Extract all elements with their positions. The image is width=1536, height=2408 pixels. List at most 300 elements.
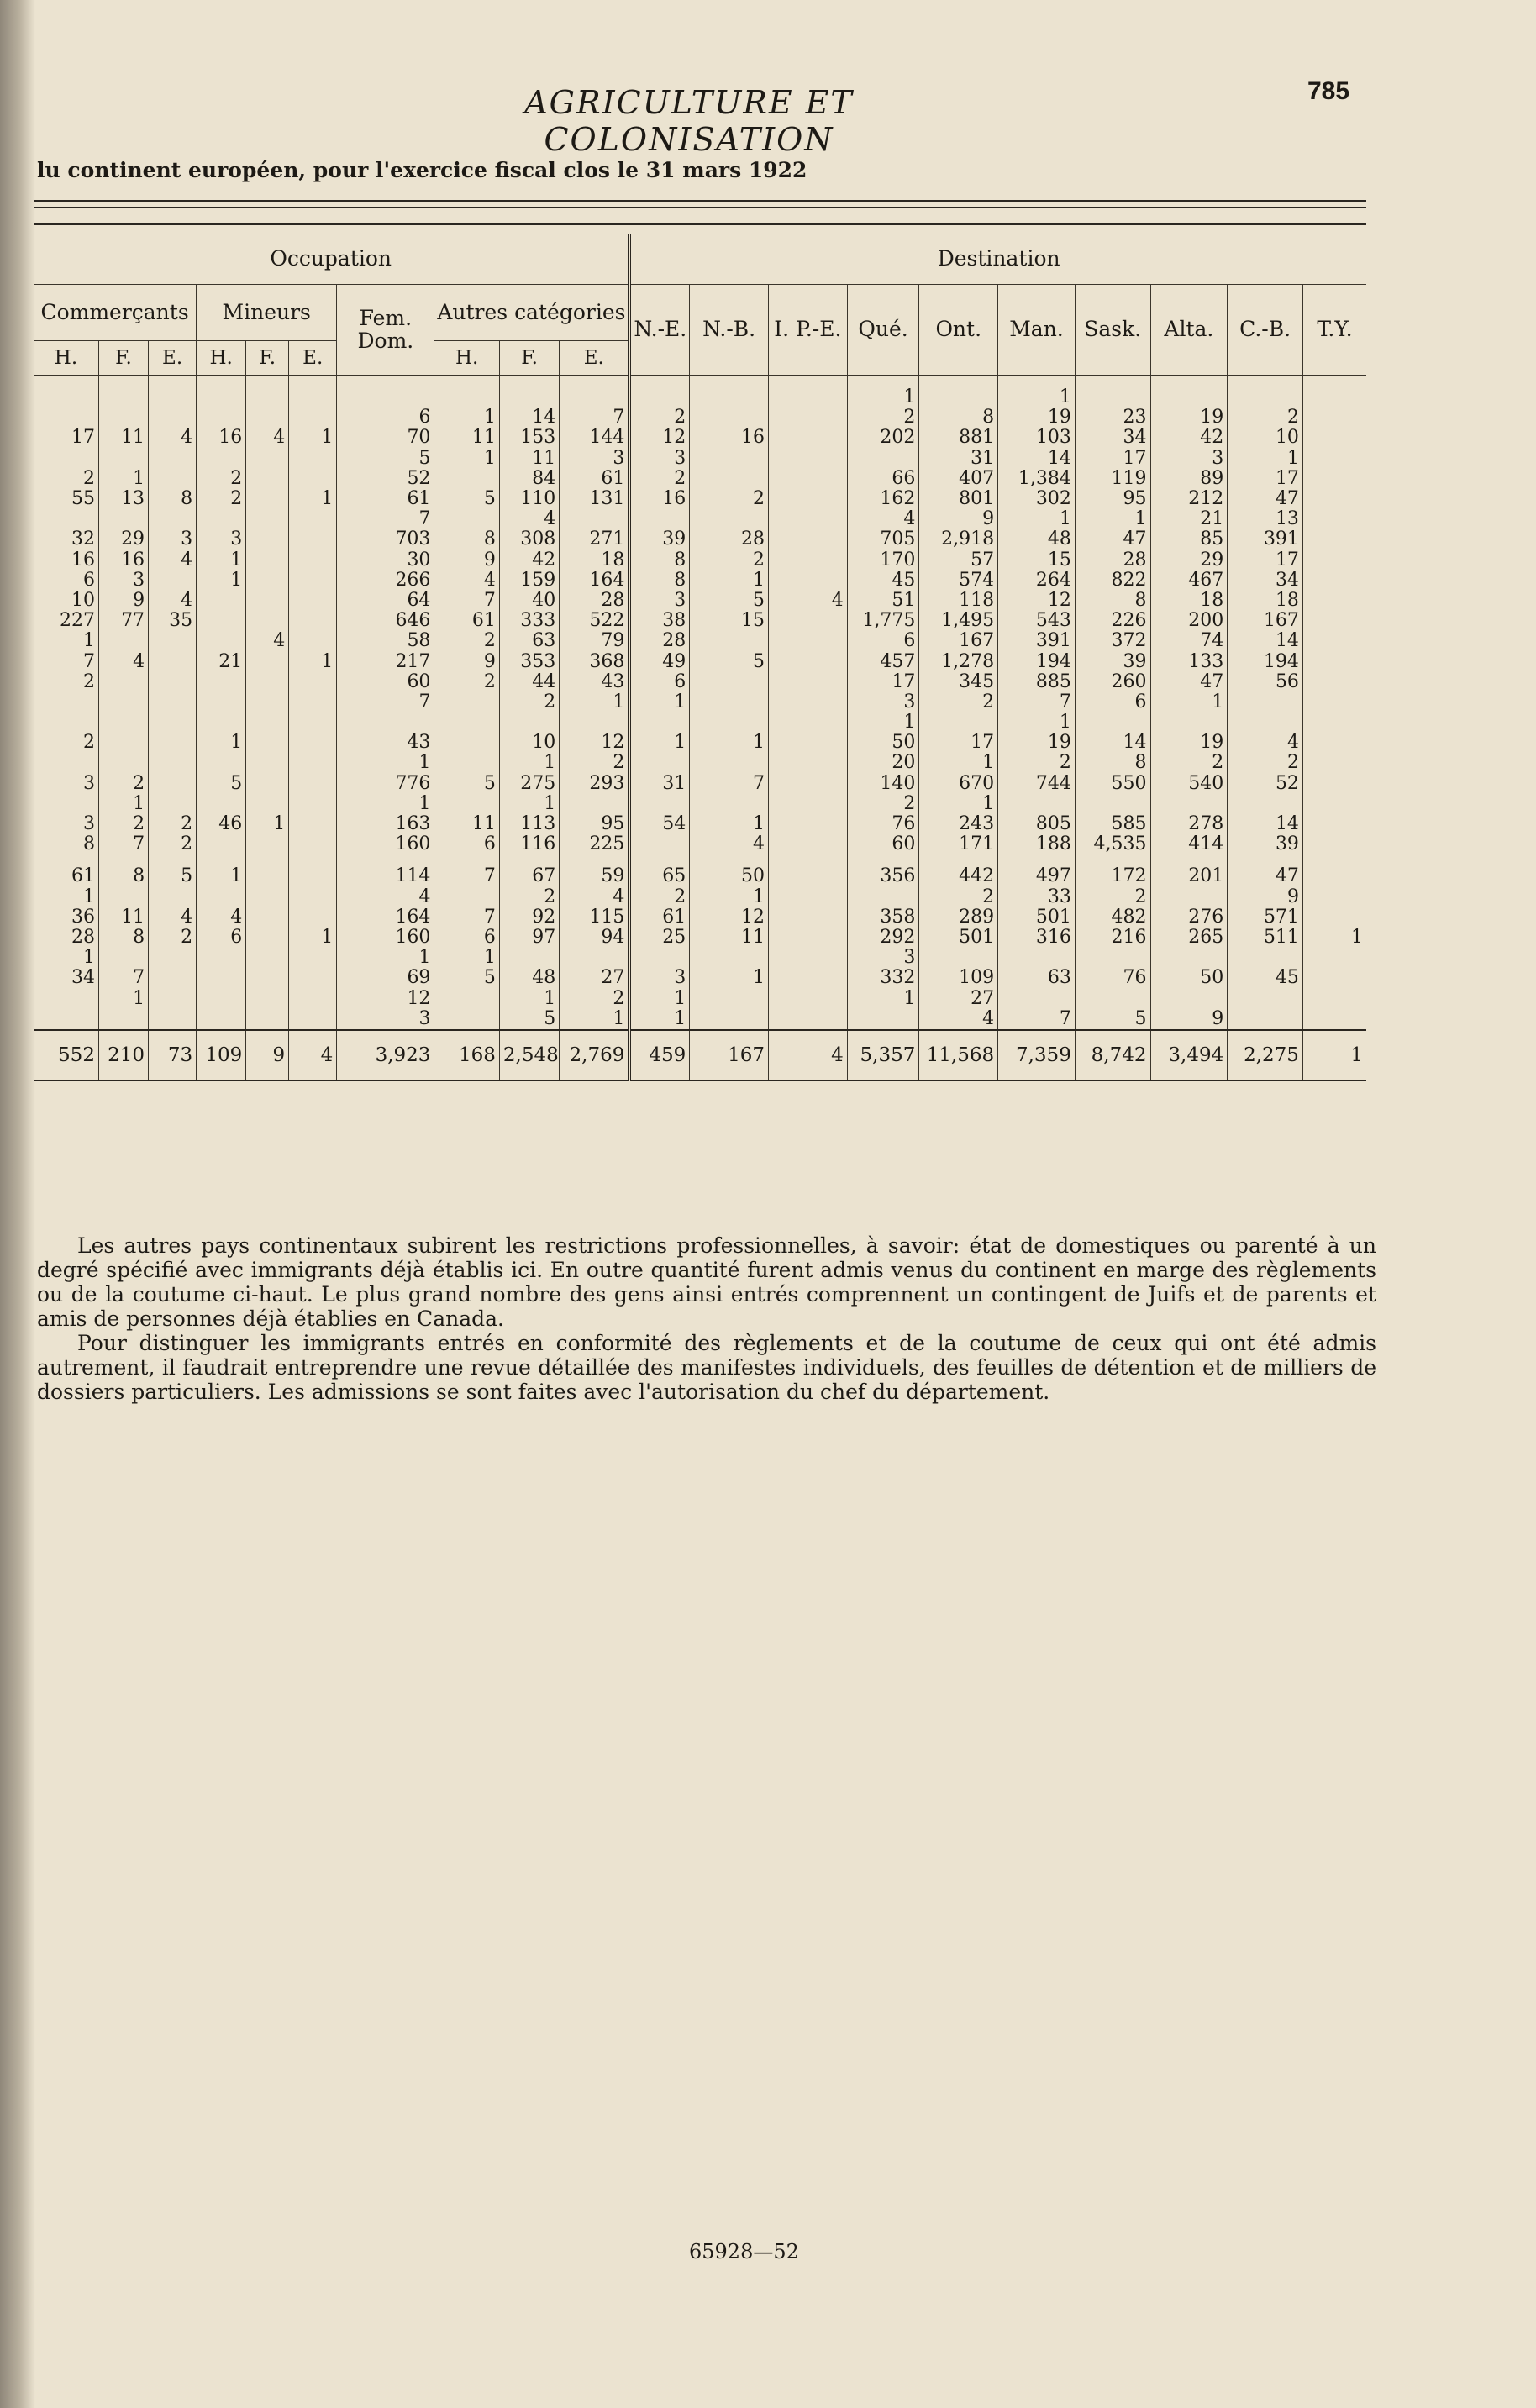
total-cell: 7,359	[998, 1030, 1076, 1080]
table-row	[34, 570, 1366, 591]
table-cell: 3	[149, 529, 197, 549]
table-cell: 144	[560, 428, 630, 448]
table-cell	[289, 753, 337, 773]
table-cell: 345	[919, 672, 998, 692]
table-cell: 372	[1075, 631, 1150, 651]
table-cell: 29	[1150, 550, 1228, 570]
table-cell	[629, 753, 689, 773]
table-cell	[289, 449, 337, 469]
table-cell: 4	[246, 428, 289, 448]
table-cell	[98, 672, 148, 692]
sub-header-h: H.	[34, 341, 98, 376]
table-cell: 2	[629, 407, 689, 428]
table-cell	[629, 712, 689, 733]
table-cell: 457	[847, 651, 919, 671]
table-cell	[629, 834, 689, 854]
table-cell: 34	[34, 968, 98, 988]
table-cell: 114	[337, 866, 434, 886]
table-cell	[246, 570, 289, 591]
table-cell	[768, 407, 847, 428]
table-cell: 1	[629, 733, 689, 753]
table-cell	[1302, 692, 1366, 712]
table-cell: 4	[768, 591, 847, 611]
gap-cell	[289, 854, 337, 866]
table-cell: 133	[1150, 651, 1228, 671]
table-cell: 164	[560, 570, 630, 591]
table-cell: 23	[1075, 407, 1150, 428]
table-cell	[246, 774, 289, 794]
table-cell: 2	[499, 692, 559, 712]
table-cell: 9	[1228, 887, 1303, 907]
dest-header-ont: Ont.	[919, 285, 998, 376]
table-cell: 276	[1150, 907, 1228, 928]
table-cell	[434, 509, 499, 529]
table-cell: 1	[434, 449, 499, 469]
dest-header-que: Qué.	[847, 285, 919, 376]
table-cell	[768, 469, 847, 489]
table-cell	[768, 489, 847, 509]
total-cell: 2,275	[1228, 1030, 1303, 1080]
table-cell: 2	[847, 794, 919, 814]
table-cell: 28	[34, 928, 98, 948]
table-cell: 50	[847, 733, 919, 753]
table-cell	[149, 988, 197, 1008]
table-cell: 744	[998, 774, 1076, 794]
table-cell	[1302, 611, 1366, 631]
table-cell	[768, 570, 847, 591]
table-cell	[246, 733, 289, 753]
table-cell: 164	[337, 907, 434, 928]
table-cell	[289, 968, 337, 988]
table-cell: 29	[98, 529, 148, 549]
table-cell: 28	[560, 591, 630, 611]
table-cell: 482	[1075, 907, 1150, 928]
table-cell: 1	[98, 794, 148, 814]
table-cell: 67	[499, 866, 559, 886]
table-cell	[560, 794, 630, 814]
table-cell: 5	[337, 449, 434, 469]
table-cell: 47	[1075, 529, 1150, 549]
table-cell: 5	[434, 489, 499, 509]
table-cell	[98, 449, 148, 469]
table-cell	[1150, 988, 1228, 1008]
table-cell	[434, 1009, 499, 1030]
table-cell: 116	[499, 834, 559, 854]
table-cell: 6	[434, 928, 499, 948]
dest-header-alta: Alta.	[1150, 285, 1228, 376]
table-cell	[246, 1009, 289, 1030]
table-cell	[246, 509, 289, 529]
table-cell: 12	[690, 907, 769, 928]
table-cell: 40	[499, 591, 559, 611]
table-cell	[149, 509, 197, 529]
table-cell: 32	[34, 529, 98, 549]
table-cell: 4	[149, 428, 197, 448]
table-row	[34, 449, 1366, 469]
table-cell	[149, 968, 197, 988]
sub-header-e: E.	[560, 341, 630, 376]
table-cell	[434, 376, 499, 408]
table-cell: 217	[337, 651, 434, 671]
table-cell: 1	[289, 928, 337, 948]
table-cell: 45	[847, 570, 919, 591]
table-cell: 27	[919, 988, 998, 1008]
table-cell	[197, 887, 246, 907]
table-cell: 292	[847, 928, 919, 948]
table-row	[34, 814, 1366, 834]
table-cell	[149, 712, 197, 733]
table-cell	[98, 407, 148, 428]
table-cell	[434, 753, 499, 773]
table-cell: 9	[1150, 1009, 1228, 1030]
table-cell: 11	[98, 428, 148, 448]
table-cell: 3	[847, 948, 919, 968]
table-cell: 2	[98, 774, 148, 794]
table-cell: 501	[998, 907, 1076, 928]
table-cell: 1	[847, 988, 919, 1008]
table-cell	[289, 376, 337, 408]
table-cell	[434, 794, 499, 814]
table-cell: 3	[629, 968, 689, 988]
table-cell	[1302, 968, 1366, 988]
table-cell	[289, 692, 337, 712]
table-cell: 243	[919, 814, 998, 834]
table-cell: 60	[847, 834, 919, 854]
table-cell: 200	[1150, 611, 1228, 631]
table-cell	[1302, 469, 1366, 489]
table-cell: 1	[246, 814, 289, 834]
table-cell: 2	[34, 672, 98, 692]
table-cell: 74	[1150, 631, 1228, 651]
table-cell	[768, 814, 847, 834]
table-cell	[690, 407, 769, 428]
table-subtitle: lu continent européen, pour l'exercice fiscal clos le 31 mars 1922	[37, 158, 807, 182]
table-cell	[1302, 1009, 1366, 1030]
table-cell: 391	[1228, 529, 1303, 549]
table-cell	[337, 712, 434, 733]
table-cell	[246, 672, 289, 692]
table-cell: 58	[337, 631, 434, 651]
table-cell: 50	[1150, 968, 1228, 988]
table-cell	[1228, 692, 1303, 712]
table-cell	[1302, 988, 1366, 1008]
table-cell	[149, 672, 197, 692]
table-cell	[560, 712, 630, 733]
table-cell	[149, 376, 197, 408]
top-rule-3	[34, 223, 1366, 225]
gap-cell	[434, 854, 499, 866]
table-cell	[847, 887, 919, 907]
table-cell	[919, 376, 998, 408]
table-cell: 1	[34, 887, 98, 907]
table-row	[34, 948, 1366, 968]
gap-cell	[1228, 854, 1303, 866]
table-cell	[690, 509, 769, 529]
table-cell: 167	[919, 631, 998, 651]
table-cell: 7	[690, 774, 769, 794]
table-cell: 113	[499, 814, 559, 834]
table-row	[34, 550, 1366, 570]
note-paragraph: Les autres pays continentaux subirent les restrictions professionnelles, à savoir: état de domestiques ou parenté à un degré spécifié avec immigrants déjà établis ici. En outre quantité furent admis venus du continent en marge des règlements ou de la coutume ci-haut. Le plus grand nombre des gens ainsi entrés comprennent un contingent de Juifs et de parents et amis de personnes déjà établies en Canada.	[37, 1233, 1376, 1331]
table-cell: 140	[847, 774, 919, 794]
table-cell: 15	[998, 550, 1076, 570]
table-row	[34, 968, 1366, 988]
table-cell	[434, 692, 499, 712]
table-cell: 212	[1150, 489, 1228, 509]
table-cell: 15	[690, 611, 769, 631]
table-cell	[629, 794, 689, 814]
total-cell: 109	[197, 1030, 246, 1080]
table-cell: 201	[1150, 866, 1228, 886]
table-cell	[768, 866, 847, 886]
table-cell: 19	[998, 733, 1076, 753]
table-cell: 39	[629, 529, 689, 549]
table-cell: 3	[197, 529, 246, 549]
table-cell	[768, 550, 847, 570]
row-gap	[34, 854, 1366, 866]
table-cell: 1	[197, 570, 246, 591]
table-cell: 5	[434, 968, 499, 988]
table-cell: 30	[337, 550, 434, 570]
table-cell	[1302, 866, 1366, 886]
table-cell	[34, 988, 98, 1008]
table-cell: 14	[998, 449, 1076, 469]
table-cell: 47	[1228, 866, 1303, 886]
occupation-group-header: Occupation	[34, 234, 629, 285]
table-cell	[289, 611, 337, 631]
table-cell: 333	[499, 611, 559, 631]
table-cell: 540	[1150, 774, 1228, 794]
gap-cell	[560, 854, 630, 866]
table-cell: 1	[337, 948, 434, 968]
table-cell: 44	[499, 672, 559, 692]
table-cell: 95	[1075, 489, 1150, 509]
table-cell	[289, 407, 337, 428]
top-rule	[34, 200, 1366, 202]
table-cell	[1302, 672, 1366, 692]
table-row	[34, 774, 1366, 794]
table-cell	[499, 712, 559, 733]
table-cell: 171	[919, 834, 998, 854]
table-cell	[149, 631, 197, 651]
table-cell: 3	[1150, 449, 1228, 469]
table-cell	[768, 948, 847, 968]
dest-header-ipe: I. P.-E.	[768, 285, 847, 376]
gap-cell	[98, 854, 148, 866]
table-cell: 7	[998, 1009, 1076, 1030]
table-cell: 11	[690, 928, 769, 948]
table-cell	[919, 712, 998, 733]
table-cell: 1	[337, 794, 434, 814]
table-cell: 19	[1150, 407, 1228, 428]
table-cell: 550	[1075, 774, 1150, 794]
table-cell: 17	[847, 672, 919, 692]
table-cell: 2	[690, 489, 769, 509]
table-cell: 2	[149, 928, 197, 948]
table-cell: 48	[998, 529, 1076, 549]
sub-header-f: F.	[246, 341, 289, 376]
table-cell: 18	[560, 550, 630, 570]
table-cell	[34, 753, 98, 773]
table-cell: 5	[690, 651, 769, 671]
sub-header-h: H.	[197, 341, 246, 376]
table-cell	[1228, 712, 1303, 733]
table-cell	[149, 774, 197, 794]
table-cell: 27	[560, 968, 630, 988]
table-row	[34, 866, 1366, 886]
table-cell: 8	[149, 489, 197, 509]
table-cell	[1302, 407, 1366, 428]
table-cell	[289, 509, 337, 529]
table-cell: 115	[560, 907, 630, 928]
table-cell: 497	[998, 866, 1076, 886]
table-cell: 1,278	[919, 651, 998, 671]
note-paragraph: Pour distinguer les immigrants entrés en conformité des règlements et de la coutume de ceux qui ont été admis autrement, il faudrait entreprendre une revue détaillée des manifestes individuels, des feuilles de détention et de milliers de dossiers particuliers. Les admissions se sont faites avec l'autorisation du chef du département.	[37, 1331, 1376, 1404]
table-row	[34, 651, 1366, 671]
table-cell	[1150, 948, 1228, 968]
table-cell: 14	[1228, 631, 1303, 651]
table-cell: 43	[560, 672, 630, 692]
total-cell: 5,357	[847, 1030, 919, 1080]
table-cell	[34, 376, 98, 408]
sub-header-f: F.	[98, 341, 148, 376]
table-cell: 31	[629, 774, 689, 794]
gap-cell	[499, 854, 559, 866]
table-cell: 1	[690, 733, 769, 753]
table-cell: 226	[1075, 611, 1150, 631]
table-cell: 7	[337, 692, 434, 712]
table-cell: 1	[34, 631, 98, 651]
table-cell	[246, 907, 289, 928]
table-cell: 1	[847, 712, 919, 733]
table-cell	[98, 712, 148, 733]
table-cell: 153	[499, 428, 559, 448]
table-cell	[1302, 834, 1366, 854]
table-cell: 1	[434, 948, 499, 968]
table-cell: 31	[919, 449, 998, 469]
table-cell	[768, 1009, 847, 1030]
table-cell: 42	[499, 550, 559, 570]
table-cell: 17	[1228, 550, 1303, 570]
table-cell: 308	[499, 529, 559, 549]
table-cell	[768, 794, 847, 814]
table-cell: 61	[337, 489, 434, 509]
table-cell: 61	[34, 866, 98, 886]
table-cell: 55	[34, 489, 98, 509]
table-cell: 109	[919, 968, 998, 988]
table-cell	[149, 948, 197, 968]
table-cell: 5	[690, 591, 769, 611]
table-cell: 1	[919, 753, 998, 773]
table-cell	[289, 948, 337, 968]
table-cell: 885	[998, 672, 1076, 692]
gap-cell	[1150, 854, 1228, 866]
table-cell: 16	[98, 550, 148, 570]
table-cell: 2	[1075, 887, 1150, 907]
table-cell: 5	[499, 1009, 559, 1030]
dest-header-cb: C.-B.	[1228, 285, 1303, 376]
table-cell: 522	[560, 611, 630, 631]
table-cell	[197, 948, 246, 968]
table-cell: 260	[1075, 672, 1150, 692]
table-cell	[98, 631, 148, 651]
table-cell: 119	[1075, 469, 1150, 489]
table-cell	[629, 376, 689, 408]
table-cell: 14	[499, 407, 559, 428]
table-cell	[1228, 794, 1303, 814]
table-cell: 21	[1150, 509, 1228, 529]
total-cell: 1	[1302, 1030, 1366, 1080]
table-cell: 1	[289, 428, 337, 448]
table-cell: 2	[149, 814, 197, 834]
table-row	[34, 1009, 1366, 1030]
table-cell: 13	[1228, 509, 1303, 529]
table-cell	[1302, 753, 1366, 773]
table-cell: 10	[34, 591, 98, 611]
table-cell	[289, 988, 337, 1008]
table-cell: 4	[197, 907, 246, 928]
table-cell	[434, 712, 499, 733]
table-cell: 19	[1150, 733, 1228, 753]
table-cell: 501	[919, 928, 998, 948]
gap-cell	[34, 854, 98, 866]
table-cell	[1150, 712, 1228, 733]
gap-cell	[246, 854, 289, 866]
sub-header-h: H.	[434, 341, 499, 376]
table-cell	[246, 712, 289, 733]
gap-cell	[1075, 854, 1150, 866]
table-cell: 4	[246, 631, 289, 651]
table-row	[34, 887, 1366, 907]
table-cell	[289, 733, 337, 753]
top-rule-2	[34, 207, 1366, 208]
table-cell: 4	[434, 570, 499, 591]
table-cell: 8	[629, 550, 689, 570]
table-cell	[289, 672, 337, 692]
table-cell	[690, 988, 769, 1008]
table-cell	[98, 733, 148, 753]
table-cell: 2	[197, 489, 246, 509]
total-cell: 8,742	[1075, 1030, 1150, 1080]
gap-cell	[629, 854, 689, 866]
table-cell	[197, 509, 246, 529]
table-cell: 28	[690, 529, 769, 549]
table-cell: 801	[919, 489, 998, 509]
table-cell: 6	[197, 928, 246, 948]
table-cell: 585	[1075, 814, 1150, 834]
table-cell: 2	[998, 753, 1076, 773]
table-cell: 25	[629, 928, 689, 948]
table-cell	[246, 692, 289, 712]
table-cell: 1,384	[998, 469, 1076, 489]
table-cell: 2	[919, 692, 998, 712]
table-cell	[1150, 794, 1228, 814]
table-cell	[98, 887, 148, 907]
table-cell	[1075, 712, 1150, 733]
table-cell: 85	[1150, 529, 1228, 549]
table-cell	[1302, 570, 1366, 591]
table-cell: 9	[98, 591, 148, 611]
table-cell	[560, 376, 630, 408]
table-cell: 4	[98, 651, 148, 671]
table-row	[34, 611, 1366, 631]
table-cell: 202	[847, 428, 919, 448]
table-cell	[1302, 428, 1366, 448]
table-row	[34, 672, 1366, 692]
table-cell: 1	[34, 948, 98, 968]
table-cell: 6	[847, 631, 919, 651]
table-cell	[998, 948, 1076, 968]
